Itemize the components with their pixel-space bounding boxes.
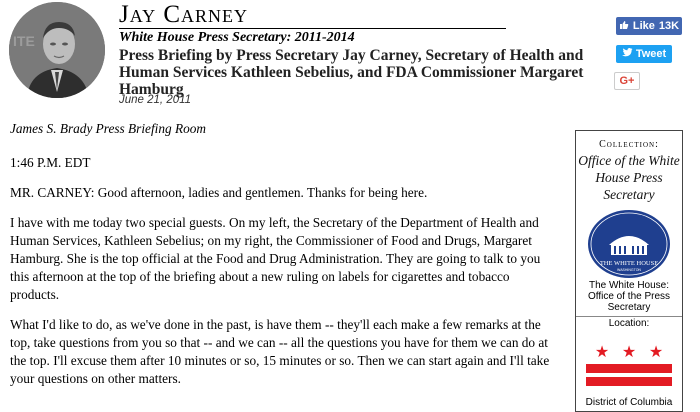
briefing-time: 1:46 P.M. EDT: [10, 155, 91, 170]
twitter-bird-icon: [622, 48, 633, 60]
collection-name[interactable]: Office of the White House Press Secretary: [578, 153, 680, 202]
briefing-transcript: [10, 120, 560, 400]
thumbs-up-icon: [619, 20, 629, 33]
speaker-portrait: [9, 2, 105, 98]
like-count: 13K: [658, 20, 680, 32]
svg-text:★: ★: [594, 344, 610, 361]
svg-text:★: ★: [621, 344, 637, 361]
transcript-paragraph: MR. CARNEY: Good afternoon, ladies and gentlemen. Thanks for being here.: [10, 185, 428, 200]
like-label: Like: [632, 20, 655, 32]
briefing-location: James S. Brady Press Briefing Room: [10, 121, 206, 136]
speaker-name[interactable]: Jay Carney: [119, 1, 248, 28]
facebook-like-button[interactable]: [616, 17, 682, 35]
document-title: Press Briefing by Press Secretary Jay Carney, Secretary of Health and Human Services Kathleen Sebelius, and FDA Commissioner Margaret Hamburg: [119, 47, 584, 98]
svg-text:★: ★: [648, 344, 664, 361]
tweet-label: Tweet: [635, 48, 667, 60]
transcript-paragraph: I have with me today two special guests. On my left, the Secretary of the Department of Health and Human Services, Kathleen Sebelius; on my right, the Commissioner of Food and Drugs, Margaret Hamburg. She is the top official at the Food and Drug Administration. They are going to talk to you this afternoon at the top of the briefing about a new ruling on labels for cigarettes and tobacco products.: [10, 215, 541, 302]
transcript-paragraph: What I'd like to do, as we've done in the past, is have them -- they'll each make a few remarks at the top, take questions from you so that -- and we can -- all the questions you have for them we can do at the top. I'll excuse them after 10 minutes or so, 15 minutes or so. Then we can start again and I'll take your questions on other matters.: [10, 317, 550, 386]
collection-subtitle: The White House: Office of the Press Secretary: [587, 280, 671, 313]
location-name[interactable]: District of Columbia: [585, 397, 673, 408]
dc-flag-icon[interactable]: [580, 331, 678, 389]
speaker-role: White House Press Secretary: 2011-2014: [119, 30, 355, 45]
location-label: Location:: [576, 316, 682, 329]
svg-text:ITE: ITE: [13, 33, 35, 49]
seal-text: THE WHITE HOUSE: [599, 260, 659, 267]
white-house-seal[interactable]: [587, 209, 671, 279]
collection-label: Collection:: [599, 139, 659, 150]
document-date: June 21, 2011: [119, 94, 192, 106]
google-plus-button[interactable]: G+: [614, 72, 640, 90]
tweet-button[interactable]: [616, 45, 672, 63]
header-divider: [119, 28, 506, 29]
collection-sidebar: [575, 130, 683, 412]
seal-subtext: WASHINGTON: [617, 268, 641, 272]
